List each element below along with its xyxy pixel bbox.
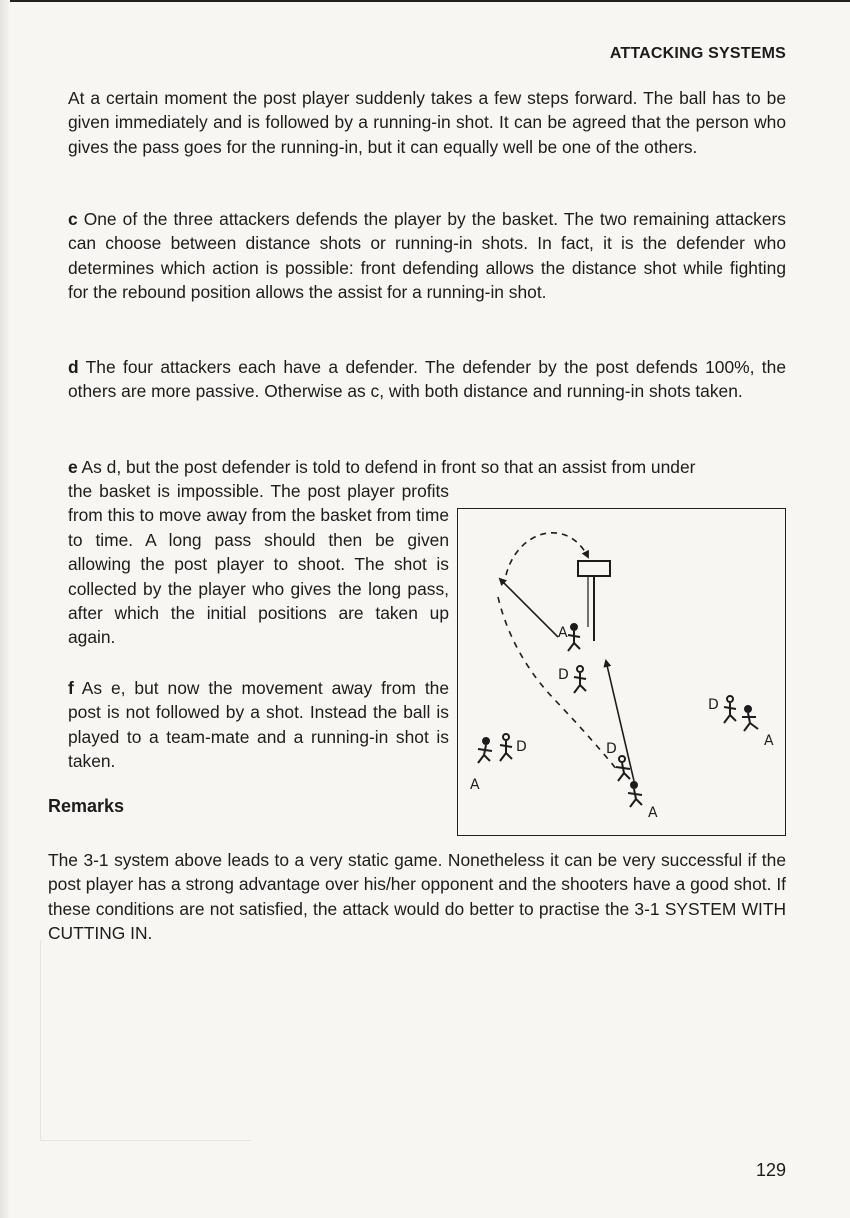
page-top-edge xyxy=(0,0,850,2)
paragraph-c xyxy=(68,207,786,305)
paragraph-c-letter: c xyxy=(68,209,78,229)
attacker-left-figure xyxy=(478,738,492,763)
paragraph-e-text: the basket is impossible. The post player profits from this to move away from the basket from time to time. A long pass should then be given allowing the post player to shoot. The shot is collected by the player who gives the long pass, after which the initial positions are taken up again. xyxy=(68,481,449,648)
play-diagram xyxy=(457,508,786,836)
page-number: 129 xyxy=(755,1160,786,1180)
page-binding-shadow xyxy=(0,0,10,1218)
defender-bottom-figure xyxy=(616,756,630,781)
label-attacker-right: A xyxy=(764,733,774,749)
label-defender-left: D xyxy=(516,739,527,755)
paragraph-c-text: One of the three attackers defends the player by the basket. The two remaining attackers can choose between distance shots or running-in shots. In fact, it is the defender who determines which action is possible: front defending allows the distance shot while fighting for the rebound position allows the assist for a running-in shot. xyxy=(68,209,786,303)
bleed-through-shadow xyxy=(40,940,251,1141)
defender-post-figure xyxy=(574,666,586,693)
paragraph-f-text: As e, but now the movement away from the post is not followed by a shot. Instead the ball is played to a team-mate and a running-in shot is taken. xyxy=(68,678,449,772)
paragraph-e-line1: As d, but the post defender is told to defend in front so that an assist from under xyxy=(77,457,696,477)
paragraph-f-letter: f xyxy=(68,678,74,698)
paragraph-post-player: At a certain moment the post player suddenly takes a few steps forward. The ball has to be given immediately and is followed by a running-in shot. It can be agreed that the person who gives the pass goes for the running-in, but it can equally well be one of the others. xyxy=(68,88,786,157)
label-attacker-post: A xyxy=(558,625,568,641)
label-attacker-bottom: A xyxy=(648,805,658,821)
paragraph-remarks: The 3-1 system above leads to a very static game. Nonetheless it can be very successful if the post player has a strong advantage over his/her opponent and the shooters have a good shot. If these conditions are not satisfied, the attack would do better to practise the 3-1 SYSTEM WITH CUTTING IN. xyxy=(48,850,786,944)
paragraph-d-text: The four attackers each have a defender. The defender by the post defends 100%, the others are more passive. Otherwise as c, with both distance and running-in shots taken. xyxy=(68,357,786,402)
attacker-right-figure xyxy=(742,706,758,731)
running-header: ATTACKING SYSTEMS xyxy=(609,45,786,62)
label-defender-right: D xyxy=(708,697,719,713)
defender-left-figure xyxy=(500,734,512,761)
paragraph-d xyxy=(68,355,786,404)
pass-arrow-up xyxy=(606,661,634,781)
play-diagram-svg xyxy=(458,509,787,837)
remarks-heading: Remarks xyxy=(48,796,125,816)
defender-right-figure xyxy=(724,696,736,723)
paragraph-e-first-line xyxy=(68,455,786,479)
label-attacker-left: A xyxy=(470,777,480,793)
dashed-movement-arc xyxy=(506,533,588,575)
backboard-icon xyxy=(578,561,610,576)
attacker-post-figure xyxy=(568,624,580,651)
label-defender-post: D xyxy=(558,667,569,683)
paragraph-d-letter: d xyxy=(68,357,79,377)
label-defender-bottom: D xyxy=(606,741,617,757)
attacker-bottom-figure xyxy=(628,782,642,807)
paragraph-f xyxy=(68,676,449,774)
paragraph-e-letter: e xyxy=(68,457,78,477)
long-pass-arrow xyxy=(500,579,558,637)
